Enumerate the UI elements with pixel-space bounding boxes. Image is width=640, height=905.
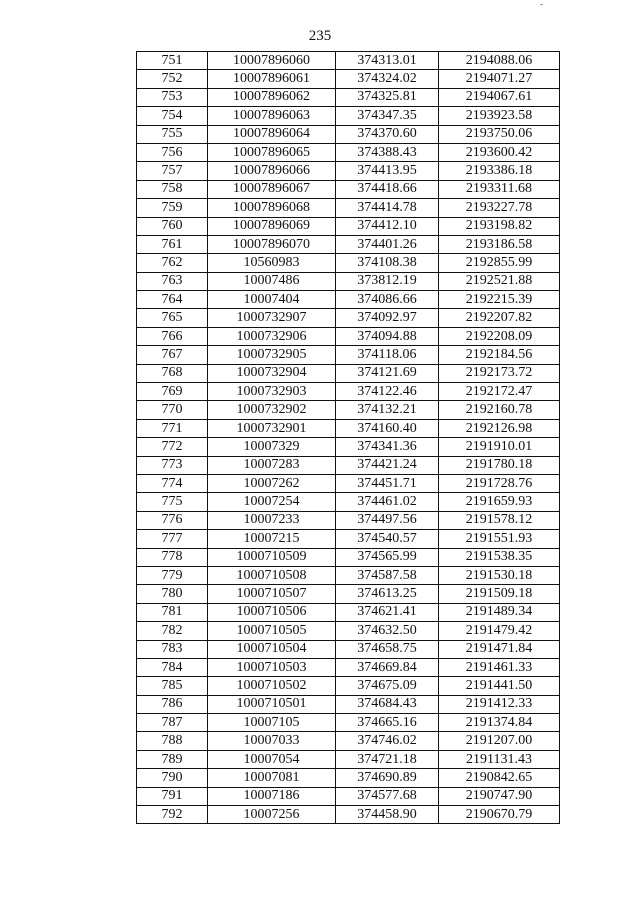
point-number-cell: 773 <box>137 456 208 474</box>
table-row <box>137 658 560 676</box>
table-row <box>137 511 560 529</box>
point-id-cell: 10007896066 <box>208 162 336 180</box>
point-id-cell: 10007329 <box>208 438 336 456</box>
point-number-cell: 754 <box>137 107 208 125</box>
point-id-cell: 1000710509 <box>208 548 336 566</box>
y-coordinate-cell: 2192521.88 <box>439 272 560 290</box>
point-number-cell: 775 <box>137 493 208 511</box>
y-coordinate-cell: 2190670.79 <box>439 806 560 824</box>
point-id-cell: 1000710501 <box>208 695 336 713</box>
x-coordinate-cell: 374325.81 <box>336 88 439 106</box>
point-id-cell: 10007896061 <box>208 70 336 88</box>
point-id-cell: 10007186 <box>208 787 336 805</box>
table-row <box>137 383 560 401</box>
table-row <box>137 677 560 695</box>
y-coordinate-cell: 2192126.98 <box>439 419 560 437</box>
y-coordinate-cell: 2192855.99 <box>439 254 560 272</box>
table-row <box>137 474 560 492</box>
point-number-cell: 759 <box>137 199 208 217</box>
y-coordinate-cell: 2193600.42 <box>439 143 560 161</box>
point-id-cell: 1000732906 <box>208 327 336 345</box>
y-coordinate-cell: 2191530.18 <box>439 566 560 584</box>
point-id-cell: 10007896063 <box>208 107 336 125</box>
table-row <box>137 695 560 713</box>
y-coordinate-cell: 2193311.68 <box>439 180 560 198</box>
point-id-cell: 10007486 <box>208 272 336 290</box>
table-row <box>137 750 560 768</box>
x-coordinate-cell: 374370.60 <box>336 125 439 143</box>
x-coordinate-cell: 374540.57 <box>336 530 439 548</box>
point-id-cell: 10007256 <box>208 806 336 824</box>
point-id-cell: 10007105 <box>208 714 336 732</box>
point-number-cell: 764 <box>137 291 208 309</box>
point-id-cell: 10007896062 <box>208 88 336 106</box>
table-row <box>137 125 560 143</box>
x-coordinate-cell: 373812.19 <box>336 272 439 290</box>
x-coordinate-cell: 374121.69 <box>336 364 439 382</box>
point-id-cell: 10007404 <box>208 291 336 309</box>
point-number-cell: 768 <box>137 364 208 382</box>
table-row <box>137 364 560 382</box>
table-row <box>137 401 560 419</box>
y-coordinate-cell: 2191441.50 <box>439 677 560 695</box>
x-coordinate-cell: 374458.90 <box>336 806 439 824</box>
y-coordinate-cell: 2191489.34 <box>439 603 560 621</box>
point-id-cell: 1000732902 <box>208 401 336 419</box>
y-coordinate-cell: 2191461.33 <box>439 658 560 676</box>
table-row <box>137 640 560 658</box>
table-row <box>137 70 560 88</box>
x-coordinate-cell: 374669.84 <box>336 658 439 676</box>
point-id-cell: 10560983 <box>208 254 336 272</box>
x-coordinate-cell: 374577.68 <box>336 787 439 805</box>
y-coordinate-cell: 2191659.93 <box>439 493 560 511</box>
point-number-cell: 774 <box>137 474 208 492</box>
point-number-cell: 790 <box>137 769 208 787</box>
table-row <box>137 714 560 732</box>
y-coordinate-cell: 2194071.27 <box>439 70 560 88</box>
x-coordinate-cell: 374587.58 <box>336 566 439 584</box>
point-id-cell: 1000710507 <box>208 585 336 603</box>
point-id-cell: 10007896068 <box>208 199 336 217</box>
table-row <box>137 327 560 345</box>
table-row <box>137 806 560 824</box>
point-number-cell: 753 <box>137 88 208 106</box>
point-number-cell: 784 <box>137 658 208 676</box>
point-number-cell: 761 <box>137 235 208 253</box>
table-row <box>137 566 560 584</box>
y-coordinate-cell: 2191412.33 <box>439 695 560 713</box>
point-id-cell: 10007081 <box>208 769 336 787</box>
x-coordinate-cell: 374613.25 <box>336 585 439 603</box>
table-row <box>137 309 560 327</box>
point-number-cell: 779 <box>137 566 208 584</box>
x-coordinate-cell: 374401.26 <box>336 235 439 253</box>
table-row <box>137 530 560 548</box>
point-number-cell: 767 <box>137 346 208 364</box>
x-coordinate-cell: 374621.41 <box>336 603 439 621</box>
y-coordinate-cell: 2191131.43 <box>439 750 560 768</box>
x-coordinate-cell: 374665.16 <box>336 714 439 732</box>
point-number-cell: 765 <box>137 309 208 327</box>
table-row <box>137 107 560 125</box>
point-id-cell: 10007233 <box>208 511 336 529</box>
y-coordinate-cell: 2191207.00 <box>439 732 560 750</box>
point-id-cell: 10007215 <box>208 530 336 548</box>
y-coordinate-cell: 2193198.82 <box>439 217 560 235</box>
y-coordinate-cell: 2192184.56 <box>439 346 560 364</box>
table-row <box>137 143 560 161</box>
y-coordinate-cell: 2191509.18 <box>439 585 560 603</box>
point-id-cell: 1000710506 <box>208 603 336 621</box>
point-id-cell: 1000710504 <box>208 640 336 658</box>
point-number-cell: 770 <box>137 401 208 419</box>
point-id-cell: 1000732904 <box>208 364 336 382</box>
y-coordinate-cell: 2190747.90 <box>439 787 560 805</box>
x-coordinate-cell: 374313.01 <box>336 52 439 70</box>
y-coordinate-cell: 2193386.18 <box>439 162 560 180</box>
point-id-cell: 10007896065 <box>208 143 336 161</box>
table-row <box>137 52 560 70</box>
point-id-cell: 10007033 <box>208 732 336 750</box>
point-id-cell: 10007896067 <box>208 180 336 198</box>
point-number-cell: 766 <box>137 327 208 345</box>
x-coordinate-cell: 374565.99 <box>336 548 439 566</box>
point-number-cell: 791 <box>137 787 208 805</box>
table-row <box>137 272 560 290</box>
point-number-cell: 752 <box>137 70 208 88</box>
point-number-cell: 789 <box>137 750 208 768</box>
point-number-cell: 780 <box>137 585 208 603</box>
table-row <box>137 732 560 750</box>
table-row <box>137 622 560 640</box>
point-number-cell: 792 <box>137 806 208 824</box>
x-coordinate-cell: 374118.06 <box>336 346 439 364</box>
point-id-cell: 10007283 <box>208 456 336 474</box>
table-row <box>137 217 560 235</box>
table-row <box>137 419 560 437</box>
point-number-cell: 782 <box>137 622 208 640</box>
point-number-cell: 788 <box>137 732 208 750</box>
point-id-cell: 1000732907 <box>208 309 336 327</box>
y-coordinate-cell: 2192172.47 <box>439 383 560 401</box>
x-coordinate-cell: 374690.89 <box>336 769 439 787</box>
point-number-cell: 751 <box>137 52 208 70</box>
table-row <box>137 346 560 364</box>
table-row <box>137 548 560 566</box>
x-coordinate-cell: 374658.75 <box>336 640 439 658</box>
y-coordinate-cell: 2191551.93 <box>439 530 560 548</box>
x-coordinate-cell: 374132.21 <box>336 401 439 419</box>
point-number-cell: 757 <box>137 162 208 180</box>
point-number-cell: 771 <box>137 419 208 437</box>
table-body <box>137 52 560 824</box>
y-coordinate-cell: 2191910.01 <box>439 438 560 456</box>
table-row <box>137 769 560 787</box>
point-id-cell: 10007054 <box>208 750 336 768</box>
table-row <box>137 438 560 456</box>
point-id-cell: 10007254 <box>208 493 336 511</box>
y-coordinate-cell: 2194088.06 <box>439 52 560 70</box>
point-number-cell: 758 <box>137 180 208 198</box>
table-row <box>137 787 560 805</box>
y-coordinate-cell: 2191479.42 <box>439 622 560 640</box>
y-coordinate-cell: 2194067.61 <box>439 88 560 106</box>
y-coordinate-cell: 2191578.12 <box>439 511 560 529</box>
point-number-cell: 778 <box>137 548 208 566</box>
table-row <box>137 254 560 272</box>
page-number: 235 <box>308 28 332 44</box>
point-id-cell: 10007896064 <box>208 125 336 143</box>
point-id-cell: 10007896069 <box>208 217 336 235</box>
point-id-cell: 10007262 <box>208 474 336 492</box>
x-coordinate-cell: 374413.95 <box>336 162 439 180</box>
point-number-cell: 763 <box>137 272 208 290</box>
x-coordinate-cell: 374094.88 <box>336 327 439 345</box>
x-coordinate-cell: 374347.35 <box>336 107 439 125</box>
x-coordinate-cell: 374721.18 <box>336 750 439 768</box>
x-coordinate-cell: 374684.43 <box>336 695 439 713</box>
table-row <box>137 235 560 253</box>
point-number-cell: 762 <box>137 254 208 272</box>
y-coordinate-cell: 2191538.35 <box>439 548 560 566</box>
x-coordinate-cell: 374412.10 <box>336 217 439 235</box>
point-number-cell: 787 <box>137 714 208 732</box>
point-number-cell: 776 <box>137 511 208 529</box>
x-coordinate-cell: 374497.56 <box>336 511 439 529</box>
y-coordinate-cell: 2193186.58 <box>439 235 560 253</box>
point-number-cell: 772 <box>137 438 208 456</box>
point-number-cell: 777 <box>137 530 208 548</box>
x-coordinate-cell: 374421.24 <box>336 456 439 474</box>
point-number-cell: 783 <box>137 640 208 658</box>
point-id-cell: 1000710505 <box>208 622 336 640</box>
x-coordinate-cell: 374418.66 <box>336 180 439 198</box>
x-coordinate-cell: 374086.66 <box>336 291 439 309</box>
point-id-cell: 1000732905 <box>208 346 336 364</box>
point-number-cell: 786 <box>137 695 208 713</box>
table-row <box>137 88 560 106</box>
y-coordinate-cell: 2193750.06 <box>439 125 560 143</box>
x-coordinate-cell: 374414.78 <box>336 199 439 217</box>
y-coordinate-cell: 2191728.76 <box>439 474 560 492</box>
y-coordinate-cell: 2193923.58 <box>439 107 560 125</box>
table-row <box>137 162 560 180</box>
table-row <box>137 603 560 621</box>
x-coordinate-cell: 374451.71 <box>336 474 439 492</box>
x-coordinate-cell: 374341.36 <box>336 438 439 456</box>
table-row <box>137 585 560 603</box>
point-number-cell: 781 <box>137 603 208 621</box>
point-number-cell: 755 <box>137 125 208 143</box>
y-coordinate-cell: 2192208.09 <box>439 327 560 345</box>
x-coordinate-cell: 374461.02 <box>336 493 439 511</box>
point-id-cell: 10007896070 <box>208 235 336 253</box>
point-number-cell: 756 <box>137 143 208 161</box>
x-coordinate-cell: 374632.50 <box>336 622 439 640</box>
x-coordinate-cell: 374324.02 <box>336 70 439 88</box>
point-number-cell: 760 <box>137 217 208 235</box>
y-coordinate-cell: 2192215.39 <box>439 291 560 309</box>
y-coordinate-cell: 2191780.18 <box>439 456 560 474</box>
table-row <box>137 493 560 511</box>
x-coordinate-cell: 374160.40 <box>336 419 439 437</box>
coordinates-table <box>136 51 560 824</box>
point-id-cell: 1000710508 <box>208 566 336 584</box>
x-coordinate-cell: 374092.97 <box>336 309 439 327</box>
y-coordinate-cell: 2192160.78 <box>439 401 560 419</box>
point-id-cell: 1000732903 <box>208 383 336 401</box>
point-id-cell: 1000710502 <box>208 677 336 695</box>
x-coordinate-cell: 374122.46 <box>336 383 439 401</box>
x-coordinate-cell: 374388.43 <box>336 143 439 161</box>
y-coordinate-cell: 2191471.84 <box>439 640 560 658</box>
table-row <box>137 199 560 217</box>
table-row <box>137 456 560 474</box>
y-coordinate-cell: 2190842.65 <box>439 769 560 787</box>
table-row <box>137 291 560 309</box>
x-coordinate-cell: 374746.02 <box>336 732 439 750</box>
point-id-cell: 10007896060 <box>208 52 336 70</box>
x-coordinate-cell: 374675.09 <box>336 677 439 695</box>
scan-mark <box>540 4 543 5</box>
y-coordinate-cell: 2191374.84 <box>439 714 560 732</box>
point-number-cell: 785 <box>137 677 208 695</box>
table-row <box>137 180 560 198</box>
point-id-cell: 1000710503 <box>208 658 336 676</box>
point-number-cell: 769 <box>137 383 208 401</box>
y-coordinate-cell: 2192207.82 <box>439 309 560 327</box>
y-coordinate-cell: 2193227.78 <box>439 199 560 217</box>
x-coordinate-cell: 374108.38 <box>336 254 439 272</box>
point-id-cell: 1000732901 <box>208 419 336 437</box>
y-coordinate-cell: 2192173.72 <box>439 364 560 382</box>
